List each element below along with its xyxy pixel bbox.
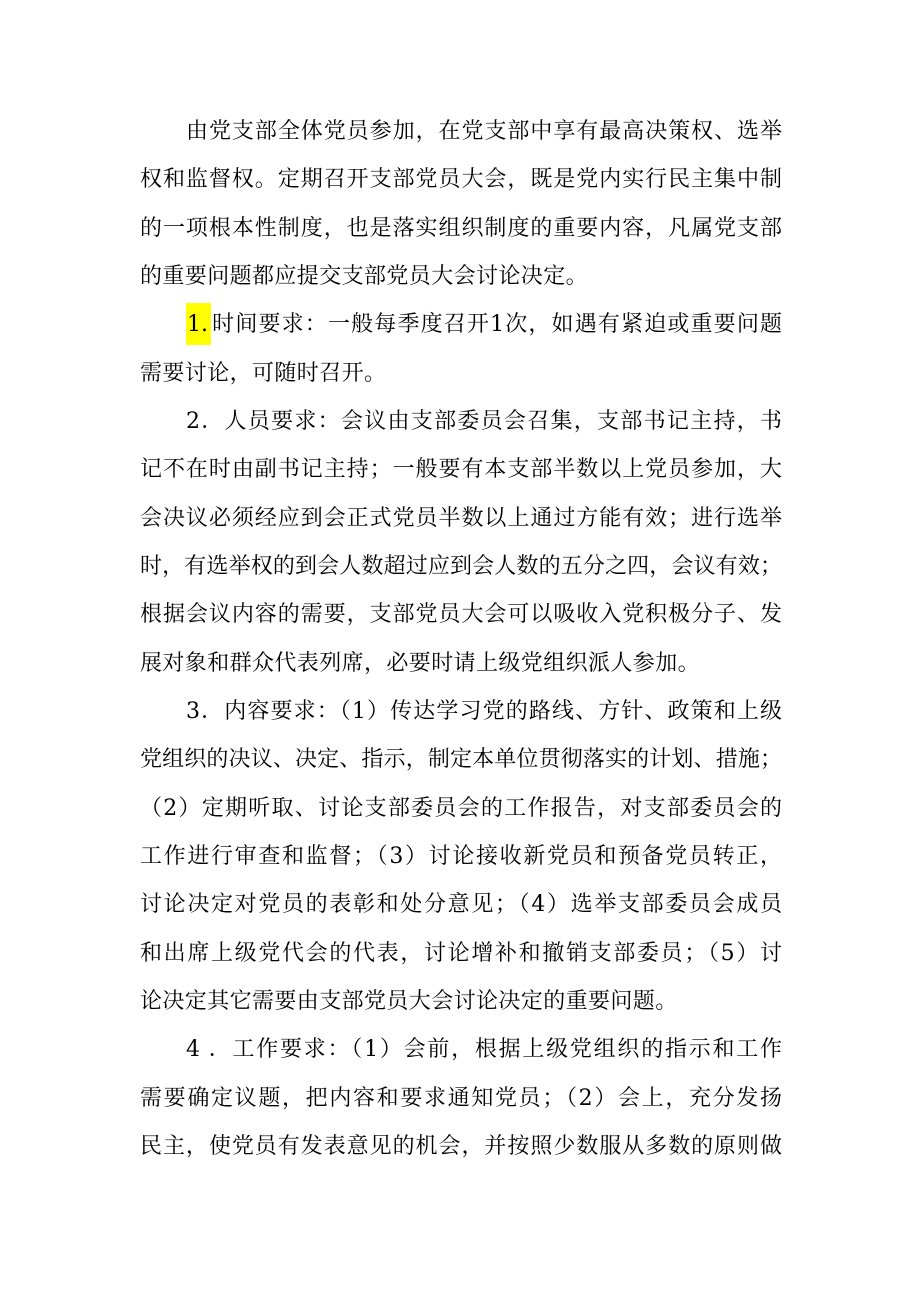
text-line: 会决议必须经应到会正式党员半数以上通过方能有效；进行选举 — [140, 505, 782, 531]
paragraph-intro — [140, 108, 782, 301]
text-line-content: 时间要求：一般每季度召开1次，如遇有紧迫或重要问题 — [211, 312, 782, 338]
text-line: 党组织的决议、决定、指示，制定本单位贯彻落实的计划、措施； — [140, 747, 782, 773]
text-line: 由党支部全体党员参加，在党支部中享有最高决策权、选举 — [186, 119, 782, 144]
text-line — [140, 301, 782, 349]
text-line: 根据会议内容的需要，支部党员大会可以吸收入党积极分子、发 — [140, 602, 782, 628]
text-line: 和出席上级党代会的代表，讨论增补和撤销支部委员；（5）讨 — [140, 940, 782, 966]
text-line: 的重要问题都应提交支部党员大会讨论决定。 — [140, 263, 589, 289]
text-line: 的一项根本性制度，也是落实组织制度的重要内容，凡属党支部 — [140, 215, 782, 241]
paragraph-time-requirement — [140, 301, 782, 398]
text-line: 需要讨论，可随时召开。 — [140, 360, 387, 386]
text-line: 论决定其它需要由支部党员大会讨论决定的重要问题。 — [140, 988, 678, 1014]
text-line: 展对象和群众代表列席，必要时请上级党组织派人参加。 — [140, 650, 701, 676]
text-line: 时，有选举权的到会人数超过应到会人数的五分之四，会议有效； — [140, 553, 782, 579]
text-line: 需要确定议题，把内容和要求通知党员；（2）会上，充分发扬 — [140, 1085, 782, 1111]
text-line: 权和监督权。定期召开支部党员大会，既是党内实行民主集中制 — [140, 167, 782, 193]
text-line: 工作进行审查和监督；（3）讨论接收新党员和预备党员转正， — [140, 843, 782, 869]
text-line: 民主，使党员有发表意见的机会，并按照少数服从多数的原则做 — [140, 1133, 782, 1159]
text-line: 讨论决定对党员的表彰和处分意见；（4）选举支部委员会成员 — [140, 892, 782, 918]
paragraph-personnel-requirement — [140, 398, 782, 688]
paragraph-content-requirement — [140, 688, 782, 1026]
text-line: 记不在时由副书记主持；一般要有本支部半数以上党员参加，大 — [140, 457, 782, 483]
paragraph-work-requirement — [140, 1026, 782, 1171]
text-line: 3．内容要求：（1）传达学习党的路线、方针、政策和上级 — [186, 698, 782, 724]
document-body — [140, 108, 782, 1171]
text-line: 4 ．工作要求：（1）会前，根据上级党组织的指示和工作 — [186, 1037, 782, 1063]
text-line: （2）定期听取、讨论支部委员会的工作报告，对支部委员会的 — [140, 795, 782, 821]
text-line: 2．人员要求：会议由支部委员会召集，支部书记主持，书 — [186, 408, 782, 434]
highlighted-item-number: 1. — [186, 303, 211, 345]
